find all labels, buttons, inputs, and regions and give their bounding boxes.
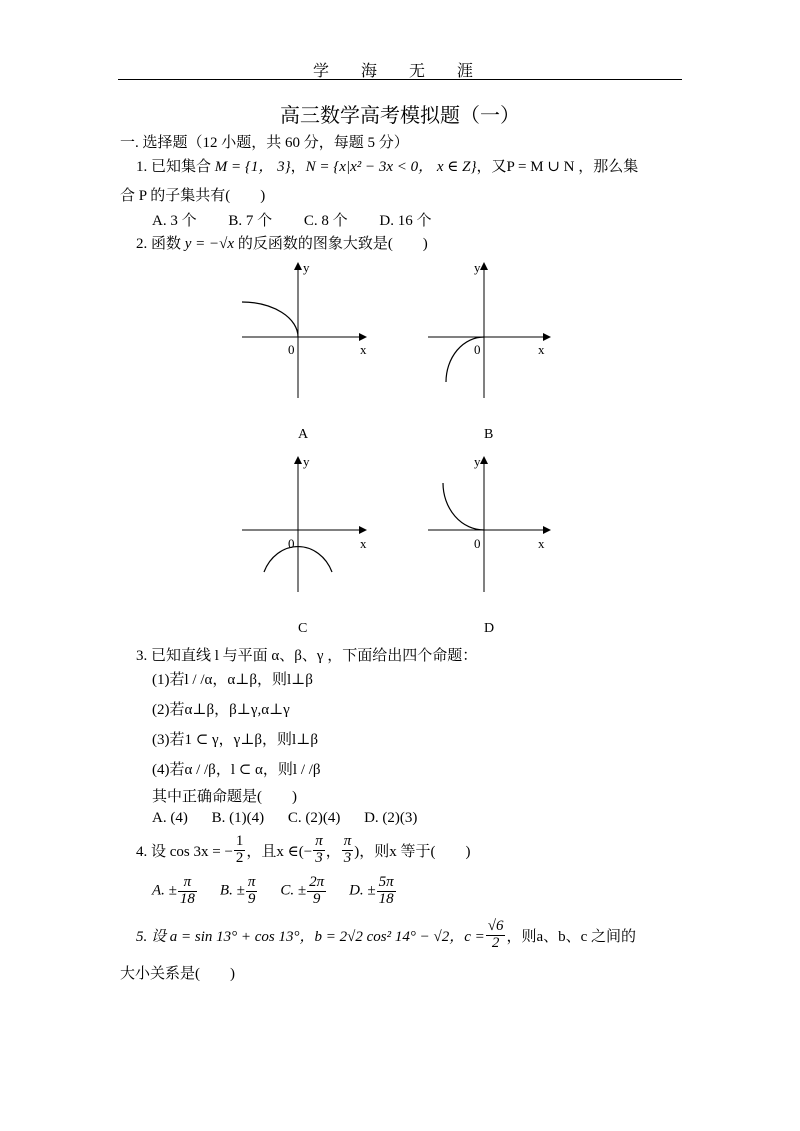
graph-c-label: C	[298, 621, 308, 636]
graph-c-x-label: x	[360, 536, 367, 551]
q4-mid2: ，	[325, 843, 341, 860]
page-title: 高三数学高考模拟题（一）	[280, 105, 520, 127]
q3-option-b: B. (1)(4)	[211, 810, 265, 826]
q5-line2: 大小关系是( )	[120, 966, 235, 982]
q5-frac: $\frac{√6}{2}$	[487, 917, 504, 951]
q3-prop-2: (2)若α⊥β，β⊥γ,α⊥γ	[152, 702, 290, 718]
q4-frac-2: $\frac{\pi}{3}$	[315, 832, 323, 866]
q4-pre: 4. 设 cos 3x = −	[136, 843, 233, 860]
q5-line1	[136, 914, 636, 956]
q3-prop-3: (3)若1 ⊂ γ，γ⊥β，则l⊥β	[152, 732, 318, 748]
q2-func: y = −√x	[184, 236, 235, 252]
q3-stem: 3. 已知直线 l 与平面 α、β、γ ，下面给出四个命题：	[136, 648, 478, 664]
graph-a-y-label: y	[303, 260, 310, 275]
graph-d-label: D	[484, 621, 495, 636]
graph-c	[242, 454, 367, 636]
q4-frac-1: $\frac{1}{2}$	[235, 832, 244, 866]
graph-b-x-label: x	[538, 342, 545, 357]
q3-option-a: A. (4)	[152, 810, 188, 826]
q4-frac-3: $\frac{\pi}{3}$	[343, 832, 352, 866]
graph-b-origin: 0	[474, 342, 481, 357]
q3-option-c: C. (2)(4)	[287, 810, 341, 826]
q2-post: 的反函数的图象大致是( )	[234, 236, 428, 252]
q1-M: M = {1， 3}	[214, 159, 291, 175]
graph-d-y-label: y	[474, 454, 481, 469]
q5-pre: 5. 设 a = sin 13° + cos 13°，b = 2√2 cos² 14° − √2，c =	[136, 928, 485, 945]
q3-options	[152, 810, 417, 827]
q1-line2: 合 P 的子集共有( )	[120, 188, 266, 204]
q3-ask: 其中正确命题是( )	[152, 789, 297, 805]
graph-d-origin: 0	[474, 536, 481, 551]
graph-d	[428, 454, 550, 636]
q4-option-c: C. ± $\frac{2\pi}{9}$	[280, 873, 325, 907]
graph-c-origin: 0	[288, 536, 295, 551]
q3-option-d: D. (2)(3)	[364, 810, 418, 826]
section-heading: 一. 选择题（12 小题，共 60 分，每题 5 分）	[120, 135, 409, 151]
graph-a-origin: 0	[288, 342, 295, 357]
graph-b-label: B	[484, 427, 494, 442]
q4-option-a: A. ± $\frac{\pi}{18}$	[152, 873, 195, 907]
q1-option-c: C. 8 个	[303, 213, 348, 229]
q2-pre: 2. 函数	[136, 236, 185, 252]
page-header: 学 海 无 涯	[312, 63, 487, 80]
q1-post: ，又P = M ∪ N ，那么集	[476, 159, 639, 175]
graph-c-y-label: y	[303, 454, 310, 469]
q1-option-d: D. 16 个	[379, 213, 432, 229]
q4-option-d: D. ± $\frac{5\pi}{18}$	[349, 873, 394, 907]
q1-option-b: B. 7 个	[228, 213, 273, 229]
q3-prop-1: (1)若l / /α，α⊥β，则l⊥β	[152, 672, 313, 688]
graph-a-x-label: x	[360, 342, 367, 357]
q3-prop-4: (4)若α / /β，l ⊂ α，则l / /β	[152, 762, 321, 778]
graph-a-curve	[242, 302, 298, 337]
graph-a	[242, 260, 367, 442]
q4-option-b: B. ± $\frac{\pi}{9}$	[219, 873, 256, 907]
q1-N: N = {x|x² − 3x < 0， x ∈ Z}	[305, 159, 477, 175]
q1-line1: 1. 已知集合 M = {1， 3}，N = {x|x² − 3x < 0， x ∈ Z}，又P = M ∪ N ，那么集	[136, 159, 639, 175]
graph-a-label: A	[298, 427, 309, 442]
q1-pre: 1. 已知集合	[136, 159, 215, 175]
q4-options	[152, 870, 397, 912]
graph-b-y-label: y	[474, 260, 481, 275]
graph-d-x-label: x	[538, 536, 545, 551]
graph-d-curve	[443, 483, 484, 530]
q1-option-a: A. 3 个	[152, 213, 197, 229]
q4-post: )，则x 等于( )	[354, 843, 471, 860]
q5-post: ，则a、b、c 之间的	[506, 928, 637, 945]
q4-mid1: ，且x ∈(−	[246, 843, 313, 860]
graph-b	[428, 260, 550, 442]
q4-stem	[136, 830, 471, 870]
